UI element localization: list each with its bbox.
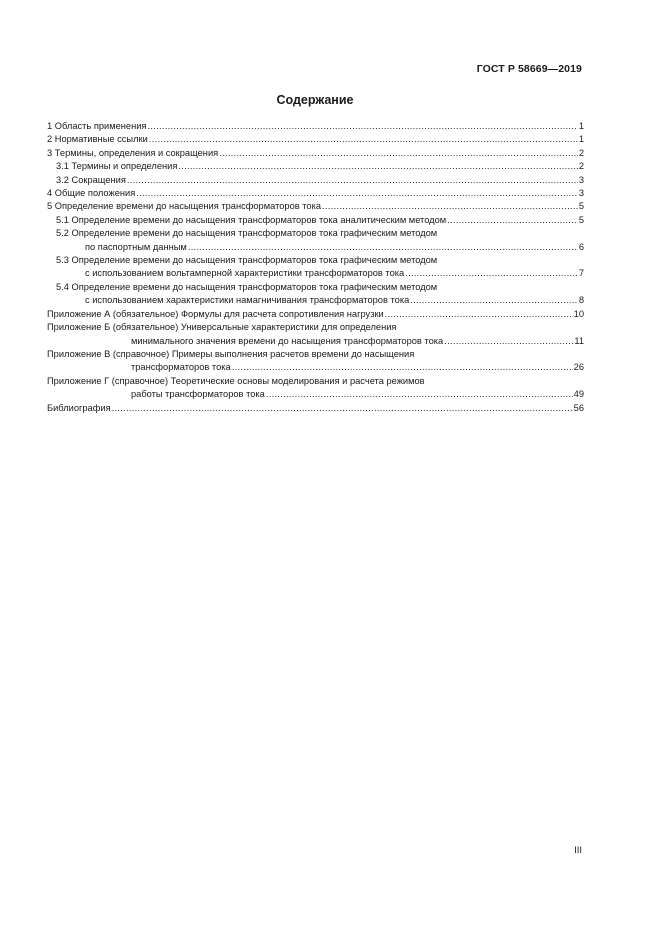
toc-page-number: 7 <box>578 268 584 279</box>
toc-page-number: 26 <box>573 362 584 373</box>
toc-entry[interactable] <box>47 187 584 200</box>
toc-entry[interactable] <box>47 402 584 415</box>
toc-dot-leader <box>147 120 577 133</box>
toc-entry[interactable] <box>47 160 584 173</box>
toc-entry-title: 3.2 Сокращения <box>56 174 126 185</box>
toc-page-number: 1 <box>578 134 584 145</box>
toc-dot-leader <box>188 241 578 254</box>
toc-entry[interactable] <box>47 227 584 254</box>
toc-entry-title: 5 Определение времени до насыщения трансформаторов тока <box>47 201 322 212</box>
toc-entry[interactable] <box>47 200 584 213</box>
toc-entry-title: Приложение В (справочное) Примеры выполнения расчетов времени до насыщения <box>47 348 415 359</box>
toc-entry-title: Библиография <box>47 402 111 413</box>
toc-entry[interactable] <box>47 348 584 375</box>
toc-dot-leader <box>178 160 577 173</box>
toc-dot-leader <box>136 187 578 200</box>
toc-dot-leader <box>385 308 573 321</box>
toc-entry-title: 4 Общие положения <box>47 188 136 199</box>
toc-entry-title: работы трансформаторов тока <box>131 389 265 400</box>
page-title: Содержание <box>276 93 354 107</box>
standard-code: ГОСТ Р 58669—2019 <box>476 63 582 75</box>
toc-entry-title: Приложение Б (обязательное) Универсальные характеристики для определения <box>47 322 397 333</box>
toc-dot-leader <box>232 361 573 374</box>
toc-entry[interactable] <box>47 174 584 187</box>
toc-page-number: 1 <box>578 121 584 131</box>
table-of-contents <box>47 120 584 415</box>
toc-page-number: 3 <box>578 174 584 185</box>
toc-dot-leader <box>127 174 578 187</box>
toc-dot-leader <box>322 200 578 213</box>
toc-entry[interactable] <box>47 254 584 281</box>
toc-entry-title: 5.3 Определение времени до насыщения трансформаторов тока графическим методом <box>56 255 438 266</box>
toc-entry[interactable] <box>47 281 584 308</box>
toc-entry-title: Приложение А (обязательное) Формулы для расчета сопротивления нагрузки <box>47 308 384 319</box>
toc-entry-title: с использованием вольтамперной характеристики трансформаторов тока <box>85 268 405 279</box>
toc-entry[interactable] <box>47 308 584 321</box>
toc-page-number: 11 <box>574 335 584 346</box>
toc-dot-leader <box>219 147 578 160</box>
page-number: III <box>574 845 582 856</box>
toc-dot-leader <box>447 214 578 227</box>
toc-entry-title: 5.2 Определение времени до насыщения трансформаторов тока графическим методом <box>56 228 438 239</box>
toc-entry-title: Приложение Г (справочное) Теоретические основы моделирования и расчета режимов <box>47 375 425 386</box>
toc-entry[interactable] <box>47 375 584 402</box>
toc-page-number: 49 <box>573 389 584 400</box>
toc-dot-leader <box>112 402 573 415</box>
toc-entry-title: минимального значения времени до насыщения трансформаторов тока <box>131 335 444 346</box>
toc-dot-leader <box>266 388 573 401</box>
toc-page-number: 8 <box>578 295 584 306</box>
toc-entry-title: 1 Область применения <box>47 121 147 131</box>
toc-dot-leader <box>410 294 578 307</box>
toc-entry-title: 5.1 Определение времени до насыщения трансформаторов тока аналитическим методом <box>56 214 447 225</box>
toc-entry-title: 2 Нормативные ссылки <box>47 134 148 145</box>
toc-page-number: 10 <box>573 308 584 319</box>
toc-page-number: 2 <box>578 161 584 172</box>
toc-entry-title: по паспортным данным <box>85 241 187 252</box>
toc-page-number: 2 <box>578 147 584 158</box>
toc-page-number: 5 <box>578 214 584 225</box>
toc-entry-title: 3.1 Термины и определения <box>56 161 178 172</box>
toc-entry-title: 5.4 Определение времени до насыщения трансформаторов тока графическим методом <box>56 281 438 292</box>
toc-entry[interactable] <box>47 133 584 146</box>
toc-entry[interactable] <box>47 214 584 227</box>
toc-entry-title: с использованием характеристики намагничивания трансформаторов тока <box>85 295 410 306</box>
toc-dot-leader <box>405 267 578 280</box>
toc-page-number: 5 <box>578 201 584 212</box>
toc-entry[interactable] <box>47 147 584 160</box>
toc-entry-title: трансформаторов тока <box>131 362 231 373</box>
toc-page-number: 56 <box>573 402 584 413</box>
toc-entry-title: 3 Термины, определения и сокращения <box>47 147 219 158</box>
toc-entry[interactable] <box>47 321 584 348</box>
toc-dot-leader <box>444 335 573 348</box>
toc-entry[interactable] <box>47 120 584 133</box>
toc-dot-leader <box>149 133 578 146</box>
toc-page-number: 3 <box>578 188 584 199</box>
toc-page-number: 6 <box>578 241 584 252</box>
